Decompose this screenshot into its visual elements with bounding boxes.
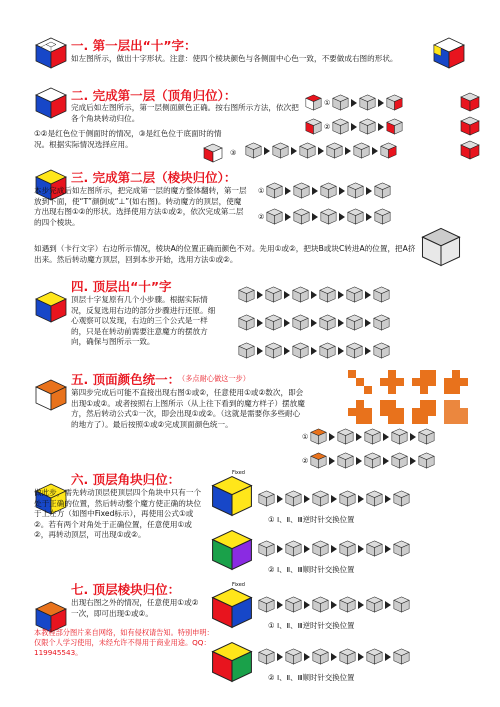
- mini-cube: [346, 314, 363, 331]
- mini-cube: [238, 342, 255, 359]
- section6-text: 做此步，需先转动顶层使顶层四个角块中只有一个处于正确的位置，然后转动整个魔方使正确的块位于上左方（如图中Fixed标示），再使用公式①或②。若有两个对角处于正确位置，任意使用①或②，再转动顶层，可出现①或②。: [34, 488, 202, 540]
- cube-fixed-4: [210, 640, 254, 688]
- cube-first-layer: [34, 86, 68, 124]
- mini-cube: [366, 596, 383, 613]
- mini-cube: [366, 490, 383, 507]
- mini-cube: [347, 208, 364, 225]
- mini-cube: [312, 540, 329, 557]
- mini-cube: [366, 540, 383, 557]
- label-method-1: ①: [258, 186, 265, 195]
- mini-cube: [319, 314, 336, 331]
- section2-title: 二. 完成第一层（顶角归位）：: [71, 88, 237, 103]
- top-face-patterns: [348, 370, 468, 424]
- mini-cube: [258, 596, 275, 613]
- mini-cube: [366, 648, 383, 665]
- cube-cross-left: [34, 36, 68, 74]
- mini-cube: [339, 540, 356, 557]
- mini-cube: [364, 452, 381, 469]
- section3-text2: 如遇到（卡行文字）右边所示情况，棱块A的位置正确而颜色不对。先用①或②，把块B或块C转进A的位置，把A挤出来。然后转动魔方顶层，回到本步开始，选用方法①或②。: [34, 244, 416, 264]
- pattern-icon: [444, 400, 468, 424]
- mini-cube: [285, 540, 302, 557]
- mini-cube: [393, 596, 410, 613]
- mini-cube: [265, 286, 282, 303]
- sequence-top-cross-2: [238, 314, 390, 331]
- cube-cross-right: [432, 36, 466, 74]
- red-corner-icon: [460, 116, 480, 136]
- mini-cube: [393, 648, 410, 665]
- mini-cube: [292, 342, 309, 359]
- mini-cube: [393, 540, 410, 557]
- sequence-top-cross-3: [238, 342, 390, 359]
- mini-cube: [359, 94, 376, 111]
- mini-cube: [265, 314, 282, 331]
- mini-cube: [285, 490, 302, 507]
- label-step-1: ①: [324, 98, 331, 107]
- section5-subtitle: （多点耐心做这一步）: [178, 374, 250, 383]
- red-corner-icon: [460, 92, 480, 112]
- sequence-corner-top-1: [258, 490, 410, 507]
- mini-cube: [312, 490, 329, 507]
- mini-cube: [418, 452, 435, 469]
- mini-cube: [332, 94, 349, 111]
- section2-text1: 完成后如左图所示，第一层侧面颜色正确。按右图所示方法，依次把各个角块转动归位。: [71, 103, 299, 123]
- mini-cube: [266, 182, 283, 199]
- mini-cube: [258, 540, 275, 557]
- mini-cube: [346, 286, 363, 303]
- mini-cube: [319, 342, 336, 359]
- mini-cube: [305, 118, 322, 135]
- mini-cube: [326, 142, 343, 159]
- mini-cube: [339, 490, 356, 507]
- mini-cube: [337, 452, 354, 469]
- mini-cube: [258, 648, 275, 665]
- cube-fixed-1: [210, 474, 254, 522]
- mini-cube: [292, 286, 309, 303]
- mini-cube: [373, 314, 390, 331]
- mini-cube: [305, 94, 322, 111]
- mini-cube: [285, 648, 302, 665]
- mini-cube: [386, 118, 403, 135]
- cube-top-cross: [34, 290, 68, 328]
- mini-cube: [320, 208, 337, 225]
- mini-cube: [386, 94, 403, 111]
- label-step-2: ②: [324, 122, 331, 131]
- mini-cube: [391, 428, 408, 445]
- section6-line2: ② Ⅰ、Ⅱ、Ⅲ顺时针交换位置: [268, 565, 355, 574]
- mini-cube: [292, 314, 309, 331]
- section4-title: 四. 顶层出“十”字: [71, 279, 172, 294]
- section1-title: 一. 第一层出“十”字：: [71, 38, 197, 53]
- pattern-icon: [412, 370, 436, 394]
- mini-cube: [272, 142, 289, 159]
- mini-cube: [373, 342, 390, 359]
- sequence-corner-1: [305, 94, 403, 111]
- mini-cube: [391, 452, 408, 469]
- mini-cube: [359, 118, 376, 135]
- cube-top-face: [34, 378, 68, 416]
- pattern-icon: [348, 400, 372, 424]
- section4-text: 顶层十字复原有几个小步骤。根据实际情况，反复选用右边的部分步骤进行还原。细心观察可以发现，右边的三个公式是一样的，只是在转动前需要注意魔方的摆放方向，确保与图所示一致。: [71, 295, 216, 347]
- pattern-icon: [444, 370, 468, 394]
- mini-cube: [374, 208, 391, 225]
- mini-cube: [312, 596, 329, 613]
- label-formula-1: ①: [302, 432, 309, 441]
- section6-title: 六. 顶层角块归位：: [71, 472, 181, 487]
- section7-title: 七. 顶层棱块归位：: [71, 582, 181, 597]
- mini-cube: [373, 286, 390, 303]
- section1-text: 如左图所示，做出十字形状。注意：使四个棱块颜色与各侧面中心色一致，不要做成右图的形状。: [71, 54, 398, 63]
- pattern-icon: [412, 400, 436, 424]
- mini-cube: [319, 286, 336, 303]
- sequence-top-cross-1: [238, 286, 390, 303]
- result-cubes-column: [460, 92, 480, 160]
- sequence-edge-top-2: [258, 648, 410, 665]
- mini-cube: [339, 648, 356, 665]
- cube-fixed-2: [210, 528, 254, 576]
- mini-cube: [393, 490, 410, 507]
- section3-text1: 本步完成后如左图所示，把完成第一层的魔方整体翻转，第一层放到下面，使“T”颜倒成“⊥”(如右图)。转动魔方的顶层，使魔方出现右图①②的形状。选择使用方法①或②，依次完成第二层的四个棱块。: [34, 186, 247, 227]
- mini-cube: [238, 286, 255, 303]
- mini-cube: [299, 142, 316, 159]
- section7-text: 出现右图之外的情况，任意使用①或②一次，即可出现①或②。: [71, 598, 199, 618]
- sequence-top-face-2: [300, 452, 435, 469]
- mini-cube: [285, 596, 302, 613]
- sequence-corner-3: [245, 142, 397, 159]
- label-step-3: ③: [230, 149, 237, 157]
- section6-line1: ① Ⅰ、Ⅱ、Ⅲ逆时针交换位置: [268, 515, 355, 524]
- fixed-label: Fixed: [232, 470, 245, 476]
- mini-cube: [364, 428, 381, 445]
- section7-line2: ② Ⅰ、Ⅱ、Ⅲ顺时针交换位置: [268, 673, 355, 682]
- section2-text2: ①②是红色位于侧面时的情况，③是红色位于底面时的情况。根据实际情况选择应用。: [34, 129, 222, 149]
- mini-cube: [374, 182, 391, 199]
- red-corner-icon: [460, 140, 480, 160]
- sequence-edge-top-1: [258, 596, 410, 613]
- cube-corner-3: [203, 143, 223, 167]
- section5-text: 第四步完成后可能不直接出现右图①或②，任意使用①或②数次，即会出现①或②。或者按照右上图所示（从上往下看到的魔方样子）摆放魔方，然后转动公式①一次，即会出现①或②。（这就是需要你多些耐心的地方了）。最后按照①或②完成顶面颜色统一。: [71, 388, 305, 429]
- mini-cube: [312, 648, 329, 665]
- section7-line1: ① Ⅰ、Ⅱ、Ⅲ逆时针交换位置: [268, 621, 355, 630]
- sequence-edge-1: [256, 182, 391, 199]
- disclaimer-note: 本教程部分图片来自网络，如有侵权请告知。特别申明：仅限个人学习使用，未经允许不得用于商业用途。QQ：119945543。: [34, 628, 214, 657]
- cube-fixed-3: [210, 586, 254, 634]
- section3-title: 三. 完成第二层（棱块归位）：: [71, 170, 237, 185]
- sequence-corner-2: [305, 118, 403, 135]
- sequence-edge-2: [256, 208, 391, 225]
- mini-cube: [238, 314, 255, 331]
- sequence-top-face-1: [300, 428, 435, 445]
- mini-cube: [310, 428, 327, 445]
- mini-cube: [266, 208, 283, 225]
- mini-cube: [265, 342, 282, 359]
- cube-abc-case: [420, 226, 462, 272]
- mini-cube: [293, 208, 310, 225]
- mini-cube: [320, 182, 337, 199]
- pattern-icon: [380, 370, 404, 394]
- mini-cube: [380, 142, 397, 159]
- mini-cube: [347, 182, 364, 199]
- mini-cube: [245, 142, 262, 159]
- mini-cube: [258, 490, 275, 507]
- pattern-icon: [380, 400, 404, 424]
- section5-title: 五. 顶面颜色统一：: [71, 372, 181, 387]
- mini-cube: [332, 118, 349, 135]
- sequence-corner-top-2: [258, 540, 410, 557]
- mini-cube: [418, 428, 435, 445]
- mini-cube: [346, 342, 363, 359]
- label-formula-2: ②: [302, 456, 309, 465]
- label-method-2: ②: [258, 212, 265, 221]
- mini-cube: [293, 182, 310, 199]
- mini-cube: [339, 596, 356, 613]
- pattern-icon: [348, 370, 372, 394]
- mini-cube: [310, 452, 327, 469]
- mini-cube: [337, 428, 354, 445]
- fixed-label-2: Fixed: [232, 582, 245, 588]
- mini-cube: [353, 142, 370, 159]
